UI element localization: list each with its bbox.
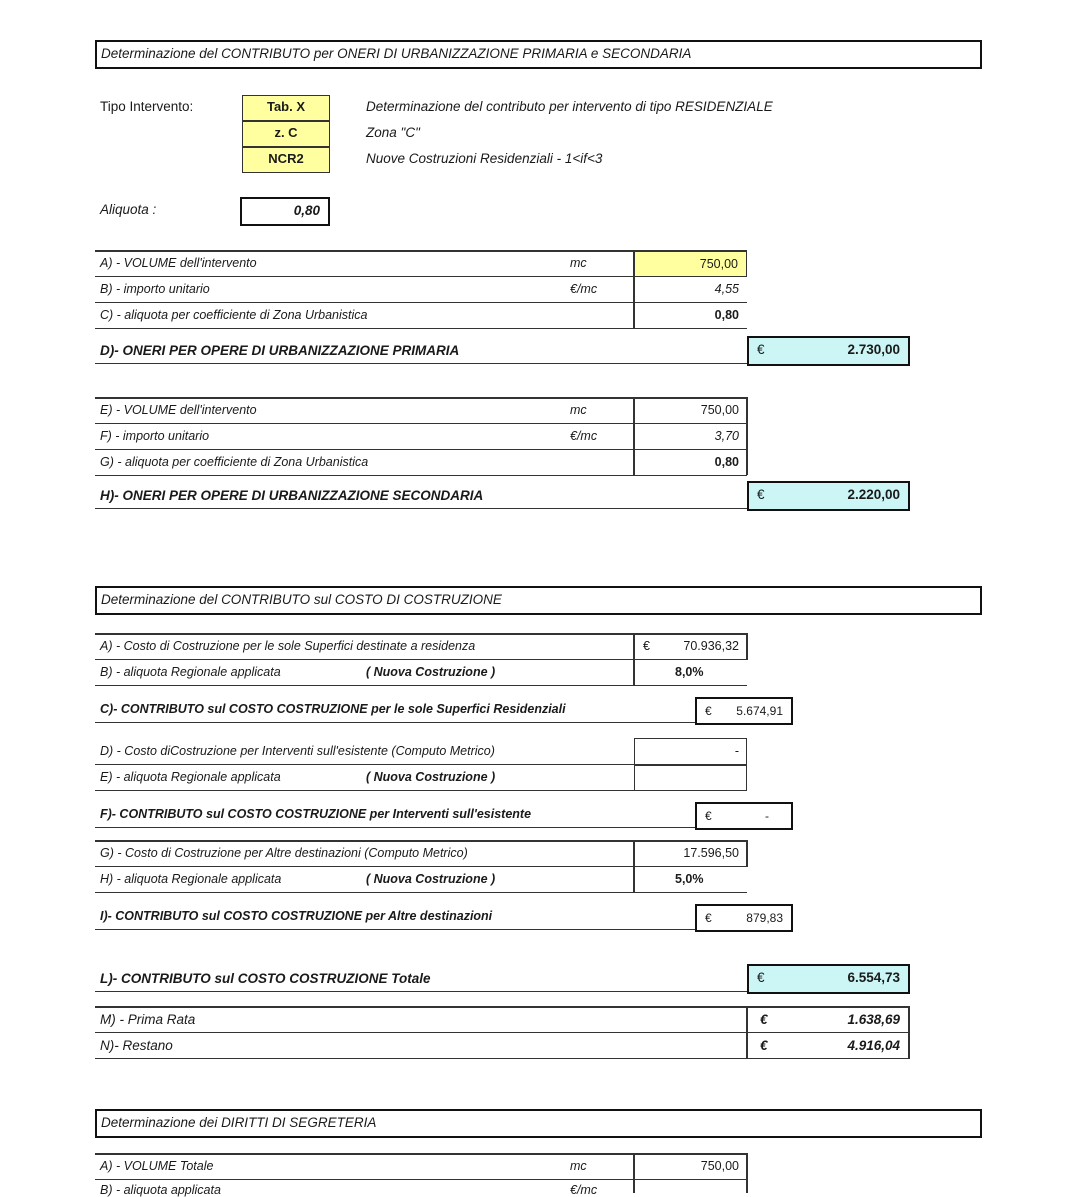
primaria-c-label: C) - aliquota per coefficiente di Zona Urbanistica xyxy=(100,308,368,322)
secondaria-e-value: 750,00 xyxy=(700,403,739,417)
section-costo-header xyxy=(95,586,982,615)
ncr-description: Nuove Costruzioni Residenziali - 1<if<3 xyxy=(366,151,603,166)
costo-a-label: A) - Costo di Costruzione per le sole Superfici destinate a residenza xyxy=(100,639,476,653)
costo-h-note: ( Nuova Costruzione ) xyxy=(366,872,496,886)
costo-f-value: - xyxy=(765,809,769,823)
tipo-description: Determinazione del contributo per intervento di tipo RESIDENZIALE xyxy=(366,99,773,114)
currency-symbol: € xyxy=(760,1038,768,1053)
costo-a-value: 70.936,32 xyxy=(683,639,739,653)
primaria-total-label: D)- ONERI PER OPERE DI URBANIZZAZIONE PRIMARIA xyxy=(100,343,460,358)
currency-symbol: € xyxy=(705,809,712,823)
code-tab-cell[interactable]: Tab. X xyxy=(242,95,330,121)
primaria-a-label: A) - VOLUME dell'intervento xyxy=(100,256,257,270)
costo-h-value: 5,0% xyxy=(675,872,704,886)
section-costo-title: Determinazione del CONTRIBUTO sul COSTO DI COSTRUZIONE xyxy=(101,592,502,607)
code-zona-cell[interactable]: z. C xyxy=(242,121,330,147)
costo-d-label: D) - Costo diCostruzione per Interventi sull'esistente (Computo Metrico) xyxy=(100,744,495,758)
code-ncr-cell[interactable]: NCR2 xyxy=(242,147,330,173)
costo-f-label: F)- CONTRIBUTO sul COSTO COSTRUZIONE per Interventi sull'esistente xyxy=(100,807,532,821)
currency-symbol: € xyxy=(643,639,650,653)
primaria-c-value: 0,80 xyxy=(714,308,739,322)
primaria-b-label: B) - importo unitario xyxy=(100,282,210,296)
costo-d-value: - xyxy=(734,744,739,758)
aliquota-value[interactable]: 0,80 xyxy=(240,197,330,226)
costo-b-note: ( Nuova Costruzione ) xyxy=(366,665,496,679)
zona-description: Zona "C" xyxy=(366,125,420,140)
costo-l-box xyxy=(747,964,910,994)
costo-c-label: C)- CONTRIBUTO sul COSTO COSTRUZIONE per le sole Superfici Residenziali xyxy=(100,702,566,716)
primaria-total-box xyxy=(747,336,910,366)
currency-symbol: € xyxy=(705,911,712,925)
currency-symbol: € xyxy=(757,970,765,985)
currency-symbol: € xyxy=(760,1012,768,1027)
primaria-a-unit: mc xyxy=(570,256,587,270)
costo-h-label: H) - aliquota Regionale applicata xyxy=(100,872,282,886)
table-row-divider xyxy=(634,764,747,766)
costo-g-value: 17.596,50 xyxy=(683,846,739,860)
secondaria-f-value: 3,70 xyxy=(714,429,739,443)
primaria-volume-input[interactable]: 750,00 xyxy=(634,251,747,277)
costo-g-label: G) - Costo di Costruzione per Altre destinazioni (Computo Metrico) xyxy=(100,846,468,860)
secondaria-total-label: H)- ONERI PER OPERE DI URBANIZZAZIONE SECONDARIA xyxy=(100,488,484,503)
currency-symbol: € xyxy=(757,487,765,502)
secondaria-total-box xyxy=(747,481,910,511)
secondaria-e-unit: mc xyxy=(570,403,587,417)
costo-i-box xyxy=(695,904,793,932)
diritti-a-value: 750,00 xyxy=(700,1159,739,1173)
secondaria-total-value: 2.220,00 xyxy=(847,487,900,502)
section-diritti-header xyxy=(95,1109,982,1138)
diritti-a-unit: mc xyxy=(570,1159,587,1173)
secondaria-g-value: 0,80 xyxy=(714,455,739,469)
secondaria-f-label: F) - importo unitario xyxy=(100,429,210,443)
tipo-intervento-label: Tipo Intervento: xyxy=(100,99,194,114)
costo-i-value: 879,83 xyxy=(746,911,783,925)
costo-c-value: 5.674,91 xyxy=(736,704,783,718)
costo-l-value: 6.554,73 xyxy=(847,970,900,985)
costo-m-label: M) - Prima Rata xyxy=(100,1012,196,1027)
secondaria-g-label: G) - aliquota per coefficiente di Zona Urbanistica xyxy=(100,455,369,469)
secondaria-e-label: E) - VOLUME dell'intervento xyxy=(100,403,257,417)
section-diritti-title: Determinazione dei DIRITTI DI SEGRETERIA xyxy=(101,1115,377,1130)
primaria-b-value: 4,55 xyxy=(714,282,739,296)
currency-symbol: € xyxy=(757,342,765,357)
primaria-b-unit: €/mc xyxy=(570,282,598,296)
primaria-total-value: 2.730,00 xyxy=(847,342,900,357)
costo-f-box xyxy=(695,802,793,830)
currency-symbol: € xyxy=(705,704,712,718)
costo-l-label: L)- CONTRIBUTO sul COSTO COSTRUZIONE Totale xyxy=(100,971,431,986)
costo-e-label: E) - aliquota Regionale applicata xyxy=(100,770,281,784)
diritti-a-label: A) - VOLUME Totale xyxy=(100,1159,214,1173)
costo-i-label: I)- CONTRIBUTO sul COSTO COSTRUZIONE per Altre destinazioni xyxy=(100,909,493,923)
costo-b-value: 8,0% xyxy=(675,665,704,679)
costo-c-box xyxy=(695,697,793,725)
section-oneri-title: Determinazione del CONTRIBUTO per ONERI DI URBANIZZAZIONE PRIMARIA e SECONDARIA xyxy=(101,46,692,61)
costo-n-value: 4.916,04 xyxy=(847,1038,900,1053)
costo-m-value: 1.638,69 xyxy=(847,1012,900,1027)
costo-b-label: B) - aliquota Regionale applicata xyxy=(100,665,281,679)
costo-n-label: N)- Restano xyxy=(100,1038,173,1053)
diritti-b-label-partial: B) - aliquota applicata xyxy=(100,1183,221,1197)
secondaria-f-unit: €/mc xyxy=(570,429,598,443)
aliquota-label: Aliquota : xyxy=(100,202,157,217)
costo-e-note: ( Nuova Costruzione ) xyxy=(366,770,496,784)
section-oneri-header xyxy=(95,40,982,69)
diritti-b-unit-partial: €/mc xyxy=(570,1183,598,1197)
